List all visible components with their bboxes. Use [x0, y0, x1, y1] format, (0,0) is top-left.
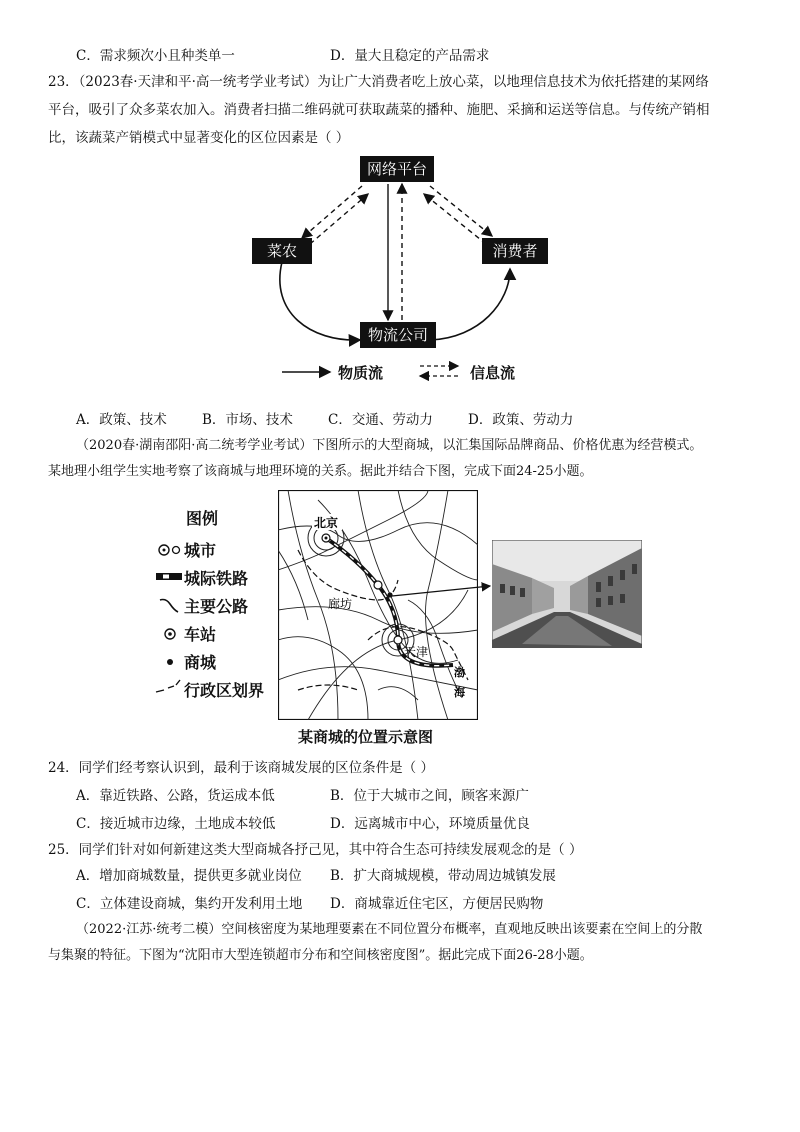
q25-option-b: B．扩大商城规模，带动周边城镇发展 [330, 868, 556, 884]
legend-material-flow: 物质流 [338, 364, 384, 382]
legend-city: 城市 [184, 541, 217, 560]
q24-option-b: B．位于大城市之间，顾客来源广 [330, 788, 529, 804]
q23-stem-line3: 比，该蔬菜产销模式中显著变化的区位因素是（ ） [48, 130, 350, 146]
q23-option-a: A．政策、技术 [76, 412, 167, 428]
node-platform: 网络平台 [366, 160, 428, 178]
q23-option-d: D．政策、劳动力 [468, 412, 574, 428]
map-label-beijing: 北京 [314, 516, 339, 530]
map-label-bohai-1: 渤 [454, 666, 465, 679]
q23-stem-line1: 23．（2023春·天津和平·高一统考学业考试）为让广大消费者吃上放心菜，以地理信息技术为依托搭建的某网络 [48, 74, 709, 90]
q25-option-a: A．增加商城数量，提供更多就业岗位 [76, 868, 302, 884]
legend-info-flow: 信息流 [470, 364, 516, 382]
q25-stem: 25．同学们针对如何新建这类大型商城各抒己见，其中符合生态可持续发展观念的是（ ） [48, 842, 583, 858]
legend-station: 车站 [184, 625, 217, 644]
q23-stem-line2: 平台，吸引了众多菜农加入。消费者扫描二维码就可获取蔬菜的播种、施肥、采摘和运送等信息。与传统产销相 [48, 102, 710, 118]
map-caption: 某商城的位置示意图 [298, 728, 434, 746]
node-logistics: 物流公司 [367, 326, 429, 344]
legend-rail: 城际铁路 [184, 569, 249, 588]
map-label-langfang: 廊坊 [328, 597, 353, 611]
pointer-arrow [380, 580, 500, 620]
flow-farmer-to-logistics [280, 262, 360, 340]
q25-option-c: C．立体建设商城，集约开发利用土地 [76, 896, 303, 912]
q23-option-c: C．交通、劳动力 [328, 412, 433, 428]
legend-mall: 商城 [184, 653, 217, 672]
q22-option-c: C．需求频次小且种类单一 [76, 48, 235, 64]
info-platform-to-farmer [302, 186, 362, 238]
map-legend [150, 500, 280, 710]
supply-chain-diagram [230, 152, 570, 402]
mall-photo [492, 540, 642, 648]
q24-option-d: D．远离城市中心，环境质量优良 [330, 816, 530, 832]
q23-option-b: B．市场、技术 [202, 412, 293, 428]
q25-option-d: D．商城靠近住宅区，方便居民购物 [330, 896, 544, 912]
legend-road: 主要公路 [184, 597, 249, 616]
intro-24-25-line2: 某地理小组学生实地考察了该商城与地理环境的关系。据此并结合下图，完成下面24-25小题。 [48, 464, 593, 479]
info-farmer-to-platform [310, 194, 368, 244]
intro-26-28-line1: （2022·江苏·统考二模）空间核密度为某地理要素在不同位置分布概率，直观地反映出该要素在空间上的分散 [76, 922, 703, 937]
map-label-bohai-2: 海 [454, 686, 465, 699]
intro-24-25-line1: （2020春·湖南邵阳·高二统考学业考试）下图所示的大型商城，以汇集国际品牌商品、价格优惠为经营模式。 [76, 438, 703, 453]
legend-title: 图例 [186, 509, 219, 528]
map-label-tianjin: 天津 [404, 645, 429, 659]
q22-option-d: D．量大且稳定的产品需求 [330, 48, 490, 64]
info-consumer-to-platform [424, 194, 486, 244]
q24-option-a: A．靠近铁路、公路，货运成本低 [76, 788, 275, 804]
q24-stem: 24．同学们经考察认识到，最利于该商城发展的区位条件是（ ） [48, 760, 434, 776]
q24-option-c: C．接近城市边缘，土地成本较低 [76, 816, 276, 832]
intro-26-28-line2: 与集聚的特征。下图为“沈阳市大型连锁超市分布和空间核密度图”。据此完成下面26-28小题。 [48, 948, 593, 963]
legend-boundary: 行政区划界 [184, 681, 265, 700]
node-consumer: 消费者 [492, 242, 538, 260]
node-farmer: 菜农 [266, 242, 298, 260]
flow-logistics-to-consumer [430, 269, 510, 340]
info-platform-to-consumer [430, 186, 492, 236]
